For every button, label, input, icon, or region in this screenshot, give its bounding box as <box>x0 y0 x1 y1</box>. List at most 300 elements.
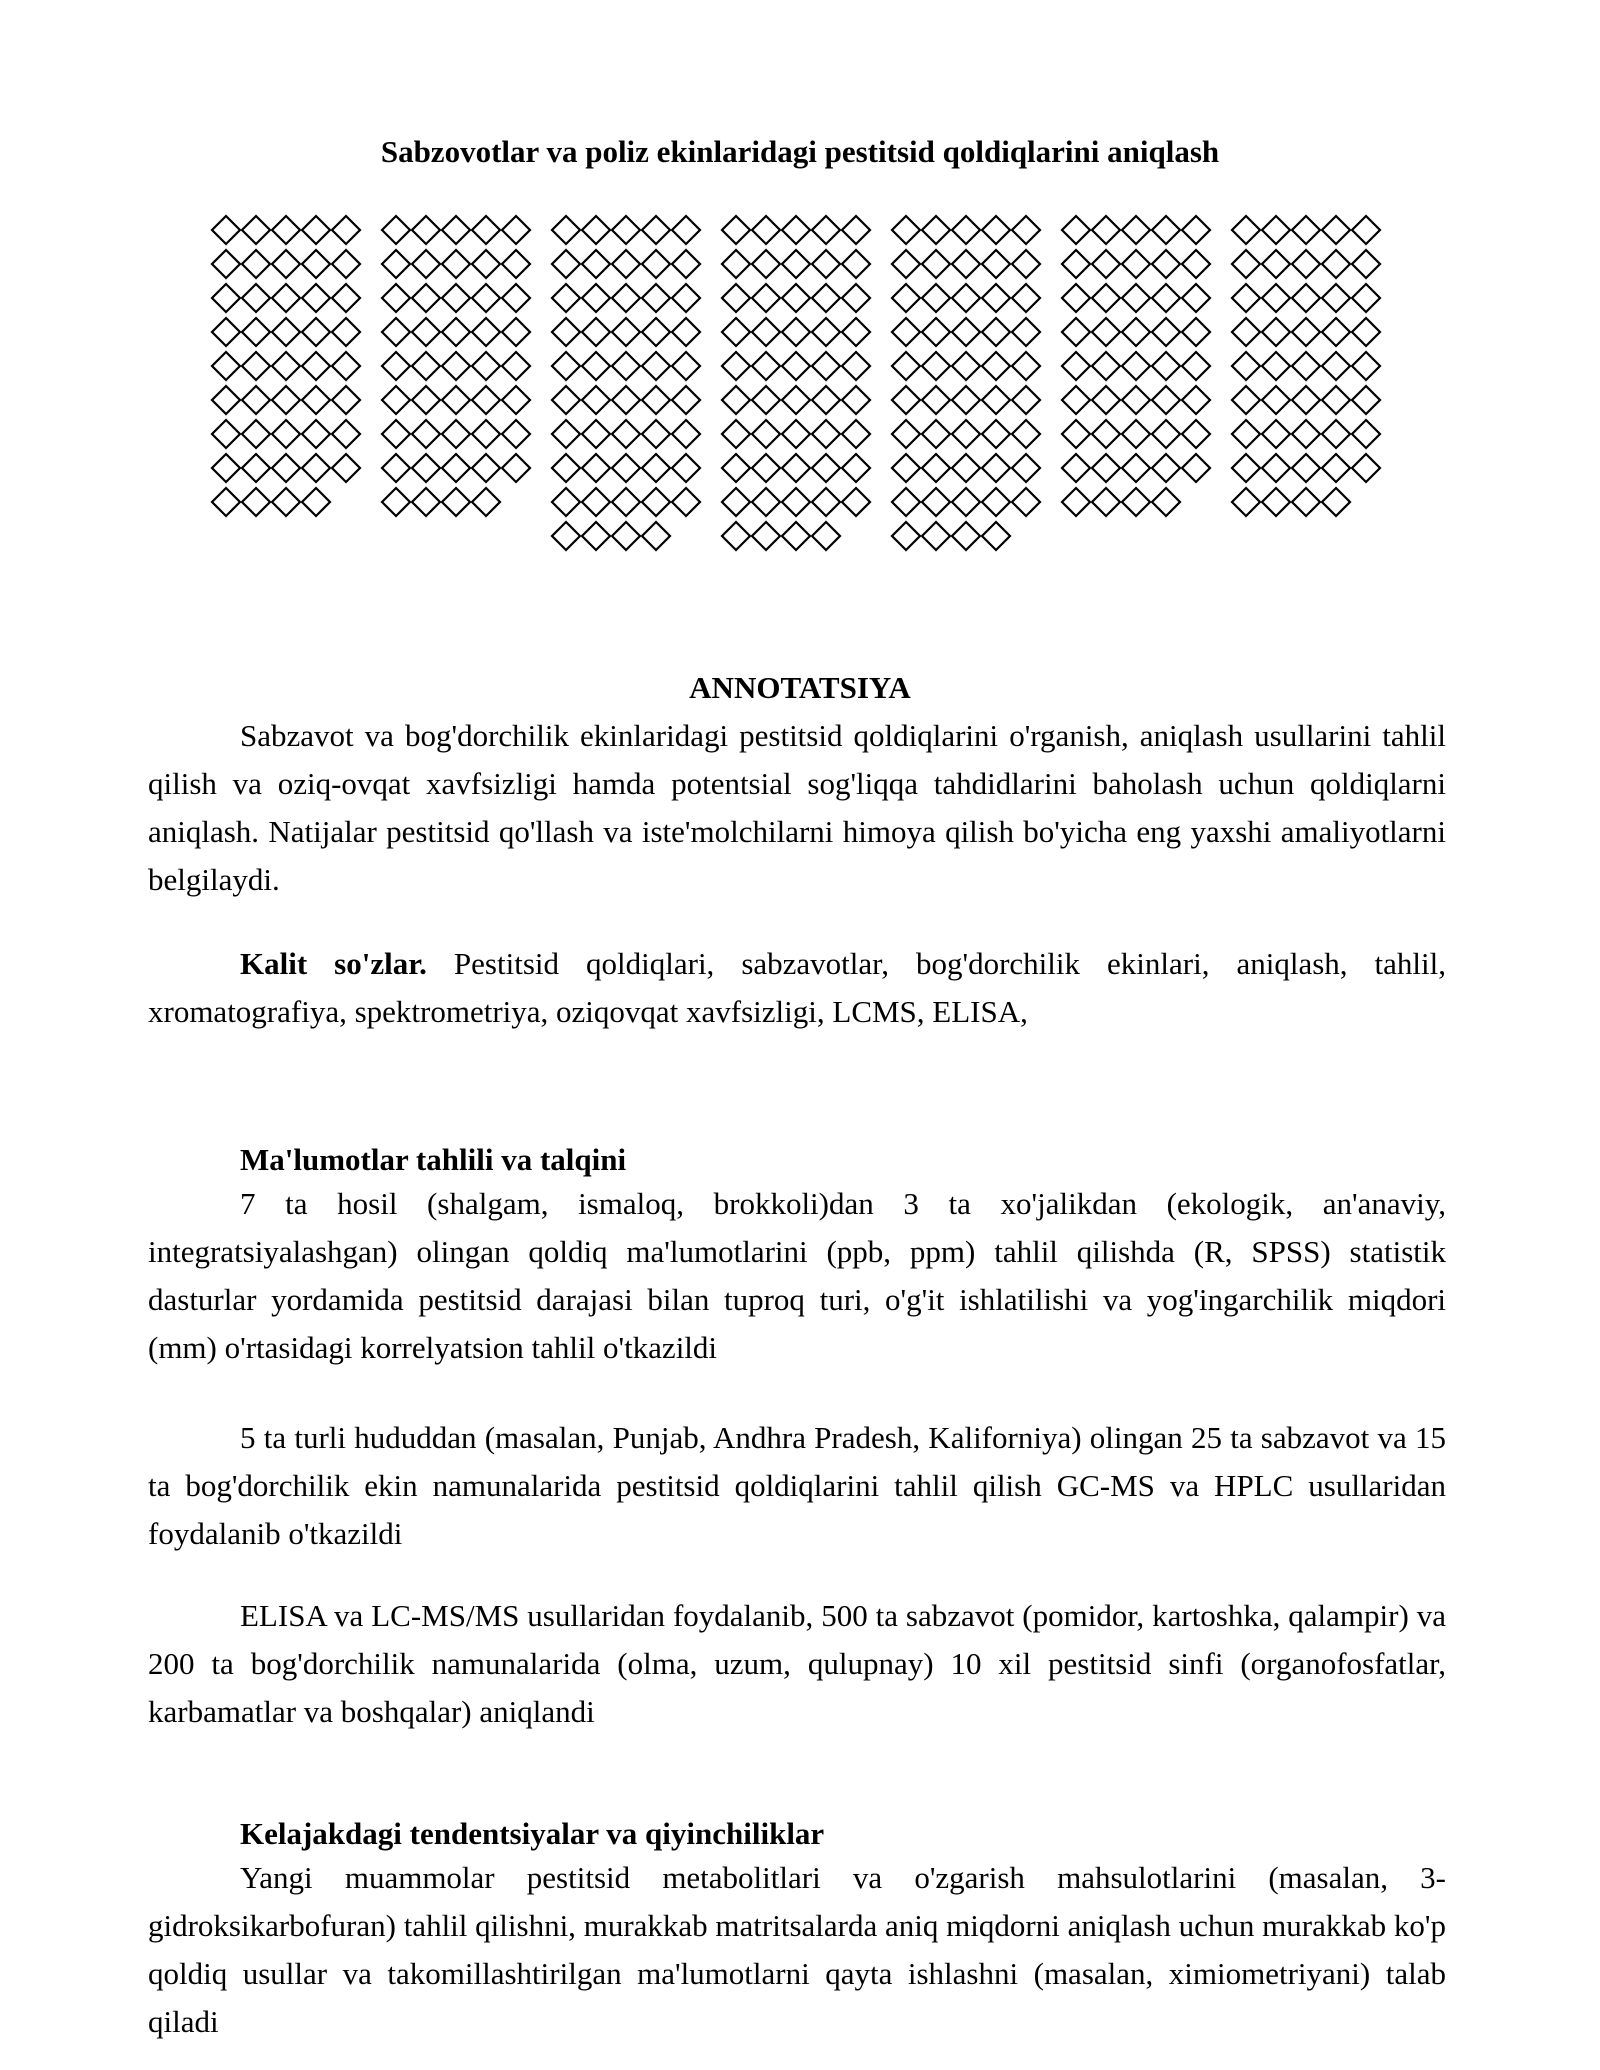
missing-glyph-diamond-icon <box>1152 420 1180 448</box>
missing-glyph-diamond-icon <box>1122 318 1150 346</box>
missing-glyph-diamond-icon <box>582 488 610 516</box>
missing-glyph-diamond-icon <box>892 352 920 380</box>
missing-glyph-diamond-icon <box>272 250 300 278</box>
missing-glyph-diamond-icon <box>672 420 700 448</box>
missing-glyph-diamond-icon <box>642 250 670 278</box>
missing-glyph-diamond-icon <box>1322 454 1350 482</box>
missing-glyph-diamond-icon <box>752 522 780 550</box>
missing-glyph-diamond-icon <box>722 386 750 414</box>
missing-glyph-diamond-icon <box>722 284 750 312</box>
missing-glyph-diamond-icon <box>442 250 470 278</box>
missing-glyph-diamond-icon <box>412 386 440 414</box>
missing-glyph-diamond-icon <box>782 250 810 278</box>
missing-glyph-diamond-icon <box>642 488 670 516</box>
missing-glyph-diamond-icon <box>982 522 1010 550</box>
missing-glyph-diamond-icon <box>272 386 300 414</box>
missing-glyph-diamond-icon <box>782 284 810 312</box>
missing-glyph-diamond-icon <box>1352 420 1380 448</box>
missing-glyph-diamond-icon <box>332 250 360 278</box>
missing-glyph-diamond-icon <box>1062 488 1090 516</box>
missing-glyph-diamond-icon <box>952 522 980 550</box>
missing-glyph-diamond-icon <box>1292 250 1320 278</box>
missing-glyph-diamond-icon <box>1122 352 1150 380</box>
missing-glyph-diamond-icon <box>502 454 530 482</box>
missing-glyph-diamond-icon <box>812 284 840 312</box>
missing-glyph-diamond-icon <box>982 386 1010 414</box>
section-heading-data-analysis: Ma'lumotlar tahlili va talqini <box>240 1142 627 1177</box>
missing-glyph-diamond-icon <box>1012 216 1040 244</box>
missing-glyph-diamond-icon <box>612 250 640 278</box>
missing-glyph-diamond-icon <box>552 522 580 550</box>
missing-glyph-diamond-icon <box>1232 488 1260 516</box>
missing-glyph-diamond-icon <box>612 352 640 380</box>
section-heading-future-trends: Kelajakdagi tendentsiyalar va qiyinchiliklar <box>240 1816 825 1851</box>
missing-glyph-diamond-icon <box>922 488 950 516</box>
missing-glyph-diamond-icon <box>212 352 240 380</box>
missing-glyph-diamond-icon <box>1092 284 1120 312</box>
missing-glyph-diamond-icon <box>472 386 500 414</box>
missing-glyph-diamond-icon <box>1292 216 1320 244</box>
missing-glyph-diamond-icon <box>612 318 640 346</box>
section1-paragraph-1: 7 ta hosil (shalgam, ismaloq, brokkoli)dan 3 ta xo'jalikdan (ekologik, an'anaviy, integratsiyalashgan) olingan qoldiq ma'lumotlarini (ppb, ppm) tahlil qilishda (R, SPSS) statistik dasturlar yordamida pestitsid darajasi bilan tuproq turi, o'g'it ishlatilishi va yog'ingarchilik miqdori (mm) o'rtasidagi korrelyatsion tahlil o'tkazildi <box>148 1186 1446 1365</box>
missing-glyph-diamond-icon <box>382 216 410 244</box>
missing-glyph-diamond-icon <box>922 454 950 482</box>
missing-glyph-diamond-icon <box>842 352 870 380</box>
missing-glyph-diamond-icon <box>642 216 670 244</box>
missing-glyph-diamond-icon <box>722 420 750 448</box>
document-title: Sabzovotlar va poliz ekinlaridagi pestitsid qoldiqlarini aniqlash <box>380 134 1220 169</box>
missing-glyph-diamond-icon <box>1012 284 1040 312</box>
missing-glyph-diamond-icon <box>382 454 410 482</box>
missing-glyph-diamond-icon <box>812 216 840 244</box>
missing-glyph-diamond-icon <box>1292 420 1320 448</box>
missing-glyph-diamond-icon <box>1092 420 1120 448</box>
missing-glyph-diamond-icon <box>722 216 750 244</box>
missing-glyph-diamond-icon <box>412 488 440 516</box>
missing-glyph-diamond-icon <box>1012 352 1040 380</box>
missing-glyph-diamond-icon <box>1262 352 1290 380</box>
missing-glyph-diamond-icon <box>1292 284 1320 312</box>
missing-glyph-diamond-icon <box>582 318 610 346</box>
missing-glyph-diamond-icon <box>1352 454 1380 482</box>
missing-glyph-diamond-icon <box>212 488 240 516</box>
missing-glyph-diamond-icon <box>242 318 270 346</box>
missing-glyph-diamond-icon <box>952 216 980 244</box>
missing-glyph-diamond-icon <box>502 352 530 380</box>
missing-glyph-diamond-icon <box>552 216 580 244</box>
missing-glyph-diamond-icon <box>782 352 810 380</box>
missing-glyph-diamond-icon <box>1062 284 1090 312</box>
missing-glyph-diamond-icon <box>1352 250 1380 278</box>
missing-glyph-diamond-icon <box>842 250 870 278</box>
missing-glyph-diamond-icon <box>842 488 870 516</box>
missing-glyph-diamond-icon <box>922 250 950 278</box>
missing-glyph-diamond-icon <box>442 454 470 482</box>
missing-glyph-diamond-icon <box>672 250 700 278</box>
missing-glyph-diamond-icon <box>382 250 410 278</box>
missing-glyph-diamond-icon <box>722 522 750 550</box>
missing-glyph-diamond-icon <box>922 318 950 346</box>
missing-glyph-diamond-icon <box>642 386 670 414</box>
missing-glyph-diamond-icon <box>922 386 950 414</box>
missing-glyph-diamond-icon <box>1352 386 1380 414</box>
missing-glyph-diamond-icon <box>552 488 580 516</box>
missing-glyph-diamond-icon <box>1012 318 1040 346</box>
missing-glyph-diamond-icon <box>612 488 640 516</box>
missing-glyph-diamond-icon <box>302 488 330 516</box>
missing-glyph-diamond-icon <box>1182 216 1210 244</box>
missing-glyph-diamond-icon <box>782 216 810 244</box>
missing-glyph-diamond-icon <box>302 216 330 244</box>
missing-glyph-diamond-icon <box>552 318 580 346</box>
missing-glyph-diamond-icon <box>642 522 670 550</box>
missing-glyph-diamond-icon <box>1262 318 1290 346</box>
missing-glyph-diamond-icon <box>752 488 780 516</box>
missing-glyph-diamond-icon <box>332 216 360 244</box>
missing-glyph-diamond-icon <box>1092 352 1120 380</box>
missing-glyph-diamond-icon <box>332 420 360 448</box>
keywords-paragraph <box>148 940 1446 1036</box>
missing-glyph-diamond-icon <box>242 454 270 482</box>
missing-glyph-diamond-icon <box>302 454 330 482</box>
missing-glyph-diamond-icon <box>952 250 980 278</box>
missing-glyph-diamond-icon <box>1122 250 1150 278</box>
missing-glyph-diamond-icon <box>982 284 1010 312</box>
missing-glyph-diamond-icon <box>582 216 610 244</box>
missing-glyph-diamond-icon <box>842 454 870 482</box>
missing-glyph-diamond-icon <box>382 352 410 380</box>
missing-glyph-diamond-icon <box>1262 488 1290 516</box>
missing-glyph-diamond-icon <box>412 352 440 380</box>
missing-glyph-diamond-icon <box>1182 454 1210 482</box>
missing-glyph-diamond-icon <box>1292 318 1320 346</box>
missing-glyph-diamond-icon <box>272 318 300 346</box>
missing-glyph-diamond-icon <box>1352 284 1380 312</box>
missing-glyph-diamond-icon <box>612 284 640 312</box>
missing-glyph-diamond-icon <box>812 454 840 482</box>
section1-paragraph-3: ELISA va LC-MS/MS usullaridan foydalanib, 500 ta sabzavot (pomidor, kartoshka, qalampir) va 200 ta bog'dorchilik namunalarida (olma, uzum, qulupnay) 10 xil pestitsid sinfi (organofosfatlar, karbamatlar va boshqalar) aniqlandi <box>148 1598 1446 1729</box>
missing-glyph-diamond-icon <box>812 250 840 278</box>
missing-glyph-diamond-icon <box>412 216 440 244</box>
missing-glyph-diamond-icon <box>302 284 330 312</box>
missing-glyph-diamond-icon <box>472 250 500 278</box>
missing-glyph-diamond-icon <box>892 488 920 516</box>
missing-glyph-diamond-icon <box>552 420 580 448</box>
missing-glyph-diamond-icon <box>472 352 500 380</box>
missing-glyph-diamond-icon <box>1062 420 1090 448</box>
section1-paragraph-2: 5 ta turli hududdan (masalan, Punjab, Andhra Pradesh, Kaliforniya) olingan 25 ta sabzavot va 15 ta bog'dorchilik ekin namunalarida pestitsid qoldiqlarini tahlil qilish GC-MS va HPLC usullaridan foydalanib o'tkazildi <box>148 1420 1446 1551</box>
missing-glyph-diamond-icon <box>442 386 470 414</box>
missing-glyph-diamond-icon <box>782 386 810 414</box>
missing-glyph-diamond-icon <box>1152 352 1180 380</box>
missing-glyph-diamond-icon <box>1092 216 1120 244</box>
missing-glyph-diamond-icon <box>272 454 300 482</box>
missing-glyph-diamond-icon <box>1012 250 1040 278</box>
annotation-heading: ANNOTATSIYA <box>689 670 911 705</box>
missing-glyph-diamond-icon <box>752 352 780 380</box>
missing-glyph-diamond-icon <box>842 284 870 312</box>
missing-glyph-diamond-icon <box>1012 454 1040 482</box>
missing-glyph-diamond-icon <box>812 522 840 550</box>
missing-glyph-diamond-icon <box>752 318 780 346</box>
keywords-label: Kalit so'zlar. <box>240 946 427 981</box>
missing-glyph-diamond-icon <box>752 420 780 448</box>
missing-glyph-diamond-icon <box>672 352 700 380</box>
missing-glyph-diamond-icon <box>502 318 530 346</box>
missing-glyph-diamond-icon <box>922 216 950 244</box>
missing-glyph-diamond-icon <box>242 284 270 312</box>
missing-glyph-diamond-icon <box>952 386 980 414</box>
missing-glyph-diamond-icon <box>1232 386 1260 414</box>
missing-glyph-diamond-icon <box>892 454 920 482</box>
missing-glyph-diamond-icon <box>642 318 670 346</box>
missing-glyph-diamond-icon <box>892 250 920 278</box>
missing-glyph-diamond-icon <box>1012 386 1040 414</box>
missing-glyph-diamond-icon <box>722 318 750 346</box>
missing-glyph-diamond-icon <box>472 318 500 346</box>
missing-glyph-diamond-icon <box>1292 488 1320 516</box>
missing-glyph-diamond-icon <box>212 454 240 482</box>
missing-glyph-diamond-icon <box>1092 386 1120 414</box>
keywords-text: Pestitsid qoldiqlari, sabzavotlar, bog'dorchilik ekinlari, aniqlash, tahlil, xromatografiya, spektrometriya, oziqovqat xavfsizligi, LCMS, ELISA, <box>148 946 1447 1029</box>
missing-glyph-diamond-icon <box>582 420 610 448</box>
missing-glyph-diamond-icon <box>812 318 840 346</box>
missing-glyph-diamond-icon <box>1062 318 1090 346</box>
missing-glyph-diamond-icon <box>982 454 1010 482</box>
missing-glyph-diamond-icon <box>242 386 270 414</box>
missing-glyph-diamond-icon <box>1232 420 1260 448</box>
missing-glyph-diamond-icon <box>1062 454 1090 482</box>
annotation-paragraph: Sabzavot va bog'dorchilik ekinlaridagi pestitsid qoldiqlarini o'rganish, aniqlash usullarini tahlil qilish va oziq-ovqat xavfsizligi hamda potentsial sog'liqqa tahdidlarini baholash uchun qoldiqlarni aniqlash. Natijalar pestitsid qo'llash va iste'molchilarni himoya qilish bo'yicha eng yaxshi amaliyotlarni belgilaydi. <box>148 718 1446 897</box>
missing-glyph-diamond-icon <box>672 318 700 346</box>
missing-glyph-diamond-icon <box>242 352 270 380</box>
missing-glyph-diamond-icon <box>1122 488 1150 516</box>
missing-glyph-diamond-icon <box>952 420 980 448</box>
missing-glyph-diamond-icon <box>842 318 870 346</box>
missing-glyph-diamond-icon <box>1292 352 1320 380</box>
missing-glyph-diamond-icon <box>212 318 240 346</box>
missing-glyph-diamond-icon <box>672 488 700 516</box>
missing-glyph-diamond-icon <box>612 386 640 414</box>
missing-glyph-diamond-icon <box>0 200 1600 640</box>
missing-glyph-diamond-icon <box>1062 386 1090 414</box>
missing-glyph-diamond-icon <box>1232 284 1260 312</box>
missing-glyph-diamond-icon <box>1182 386 1210 414</box>
missing-glyph-diamond-icon <box>672 284 700 312</box>
missing-glyph-diamond-icon <box>412 284 440 312</box>
missing-glyph-diamond-icon <box>272 216 300 244</box>
missing-glyph-diamond-icon <box>582 352 610 380</box>
missing-glyph-diamond-icon <box>612 454 640 482</box>
missing-glyph-diamond-icon <box>752 454 780 482</box>
missing-glyph-diamond-icon <box>552 386 580 414</box>
missing-glyph-diamond-icon <box>1152 250 1180 278</box>
missing-glyph-diamond-icon <box>1182 420 1210 448</box>
missing-glyph-diamond-icon <box>1092 488 1120 516</box>
missing-glyph-diamond-icon <box>812 386 840 414</box>
missing-glyph-diamond-icon <box>302 386 330 414</box>
missing-glyph-diamond-icon <box>722 250 750 278</box>
missing-glyph-diamond-icon <box>812 420 840 448</box>
missing-glyph-diamond-icon <box>1062 250 1090 278</box>
missing-glyph-diamond-icon <box>412 318 440 346</box>
missing-glyph-diamond-icon <box>302 420 330 448</box>
missing-glyph-diamond-icon <box>242 420 270 448</box>
missing-glyph-diamond-icon <box>1232 216 1260 244</box>
missing-glyph-diamond-icon <box>242 250 270 278</box>
missing-glyph-diamond-icon <box>502 250 530 278</box>
missing-glyph-diamond-icon <box>892 522 920 550</box>
missing-glyph-diamond-icon <box>922 522 950 550</box>
missing-glyph-diamond-icon <box>1322 352 1350 380</box>
missing-glyph-diamond-icon <box>1232 318 1260 346</box>
missing-glyph-diamond-icon <box>442 352 470 380</box>
missing-glyph-diamond-icon <box>892 318 920 346</box>
missing-glyph-diamond-icon <box>1232 352 1260 380</box>
missing-glyph-diamond-icon <box>212 386 240 414</box>
missing-glyph-diamond-icon <box>892 420 920 448</box>
missing-glyph-diamond-icon <box>1152 386 1180 414</box>
missing-glyph-diamond-icon <box>672 386 700 414</box>
missing-glyph-diamond-icon <box>272 488 300 516</box>
missing-glyph-diamond-icon <box>642 454 670 482</box>
missing-glyph-diamond-icon <box>952 318 980 346</box>
missing-glyph-diamond-icon <box>1092 318 1120 346</box>
missing-glyph-diamond-icon <box>472 284 500 312</box>
missing-glyph-diamond-icon <box>212 420 240 448</box>
missing-glyph-diamond-icon <box>1262 284 1290 312</box>
missing-glyph-diamond-icon <box>472 454 500 482</box>
missing-glyph-diamond-icon <box>412 250 440 278</box>
missing-glyph-diamond-icon <box>1092 250 1120 278</box>
missing-glyph-diamond-icon <box>982 318 1010 346</box>
missing-glyph-diamond-icon <box>1262 420 1290 448</box>
missing-glyph-diamond-icon <box>1122 420 1150 448</box>
missing-glyph-diamond-icon <box>382 420 410 448</box>
missing-glyph-diamond-icon <box>1262 386 1290 414</box>
missing-glyph-diamond-icon <box>472 216 500 244</box>
missing-glyph-diamond-icon <box>1122 386 1150 414</box>
missing-glyph-diamond-icon <box>1182 284 1210 312</box>
missing-glyph-diamond-icon <box>302 318 330 346</box>
missing-glyph-diamond-icon <box>272 420 300 448</box>
missing-glyph-diamond-icon <box>442 488 470 516</box>
missing-glyph-diamond-icon <box>382 284 410 312</box>
missing-glyph-diamond-icon <box>1182 250 1210 278</box>
missing-glyph-diamond-icon <box>1352 318 1380 346</box>
missing-glyph-diamond-icon <box>752 250 780 278</box>
missing-glyph-diamond-icon <box>552 454 580 482</box>
missing-glyph-diamond-icon <box>922 420 950 448</box>
missing-glyph-diamond-icon <box>582 386 610 414</box>
missing-glyph-diamond-icon <box>472 420 500 448</box>
missing-glyph-diamond-icon <box>212 250 240 278</box>
missing-glyph-diamond-icon <box>982 216 1010 244</box>
missing-glyph-diamond-icon <box>382 386 410 414</box>
missing-glyph-diamond-icon <box>1262 250 1290 278</box>
missing-glyph-diamond-icon <box>1322 216 1350 244</box>
missing-glyph-diamond-icon <box>302 352 330 380</box>
missing-glyph-diamond-icon <box>1322 250 1350 278</box>
missing-glyph-diamond-icon <box>502 420 530 448</box>
missing-glyph-diamond-icon <box>1292 386 1320 414</box>
missing-glyph-diamond-icon <box>1012 420 1040 448</box>
missing-glyph-diamond-icon <box>752 284 780 312</box>
missing-glyph-diamond-icon <box>842 420 870 448</box>
missing-glyph-diamond-icon <box>1152 216 1180 244</box>
missing-glyph-diamond-icon <box>782 318 810 346</box>
missing-glyph-diamond-icon <box>442 318 470 346</box>
missing-glyph-diamond-icon <box>442 216 470 244</box>
missing-glyph-diamond-icon <box>982 420 1010 448</box>
missing-glyph-diamond-icon <box>332 386 360 414</box>
section2-paragraph-1: Yangi muammolar pestitsid metabolitlari va o'zgarish mahsulotlarini (masalan, 3-gidroksikarbofuran) tahlil qilishni, murakkab matritsalarda aniq miqdorni aniqlash uchun murakkab ko'p qoldiq usullar va takomillashtirilgan ma'lumotlarni qayta ishlashni (masalan, ximiometriyani) talab qiladi <box>148 1860 1446 2039</box>
missing-glyph-diamond-icon <box>332 352 360 380</box>
missing-glyph-diamond-icon <box>642 284 670 312</box>
missing-glyph-diamond-icon <box>1152 284 1180 312</box>
missing-glyph-diamond-icon <box>642 420 670 448</box>
missing-glyph-diamond-icon <box>552 284 580 312</box>
missing-glyph-diamond-icon <box>782 454 810 482</box>
missing-glyph-diamond-icon <box>552 250 580 278</box>
missing-glyph-diamond-icon <box>1122 454 1150 482</box>
missing-glyph-diamond-icon <box>582 284 610 312</box>
missing-glyph-diamond-icon <box>552 352 580 380</box>
missing-glyph-diamond-icon <box>1062 352 1090 380</box>
missing-glyph-diamond-icon <box>332 454 360 482</box>
missing-glyph-diamond-icon <box>922 352 950 380</box>
missing-glyph-diamond-icon <box>922 284 950 312</box>
missing-glyph-diamond-icon <box>1182 352 1210 380</box>
missing-glyph-diamond-icon <box>982 250 1010 278</box>
missing-glyph-diamond-icon <box>892 386 920 414</box>
missing-glyph-diamond-icon <box>382 318 410 346</box>
missing-glyph-diamond-icon <box>332 284 360 312</box>
missing-glyph-diamond-icon <box>272 284 300 312</box>
missing-glyph-diamond-icon <box>1122 284 1150 312</box>
missing-glyph-diamond-icon <box>1062 216 1090 244</box>
missing-glyph-diamond-icon <box>982 488 1010 516</box>
missing-glyph-diamond-icon <box>1322 420 1350 448</box>
missing-glyph-diamond-icon <box>672 454 700 482</box>
missing-glyph-diamond-icon <box>502 284 530 312</box>
missing-glyph-diamond-icon <box>722 454 750 482</box>
missing-glyph-diamond-icon <box>1322 318 1350 346</box>
missing-glyph-diamond-icon <box>1292 454 1320 482</box>
missing-glyph-diamond-icon <box>812 352 840 380</box>
missing-glyph-diamond-icon <box>1122 216 1150 244</box>
missing-glyph-diamond-icon <box>412 420 440 448</box>
missing-glyph-diamond-icon <box>1152 318 1180 346</box>
missing-glyph-diamond-icon <box>812 488 840 516</box>
missing-glyph-diamond-icon <box>1322 488 1350 516</box>
missing-glyph-diamond-icon <box>1262 216 1290 244</box>
missing-glyph-diamond-icon <box>892 216 920 244</box>
missing-glyph-diamond-icon <box>212 216 240 244</box>
missing-glyph-diamond-icon <box>1012 488 1040 516</box>
missing-glyph-diamond-icon <box>442 420 470 448</box>
missing-glyph-diamond-icon <box>722 488 750 516</box>
missing-glyph-diamond-icon <box>782 488 810 516</box>
missing-glyph-diamond-icon <box>582 522 610 550</box>
missing-glyph-diamond-icon <box>752 216 780 244</box>
missing-glyph-diamond-icon <box>1352 352 1380 380</box>
missing-glyph-diamond-icon <box>502 216 530 244</box>
missing-glyph-diamond-icon <box>1322 386 1350 414</box>
missing-glyph-diamond-icon <box>612 420 640 448</box>
missing-glyph-diamond-icon <box>1352 216 1380 244</box>
missing-glyph-diamond-icon <box>892 284 920 312</box>
